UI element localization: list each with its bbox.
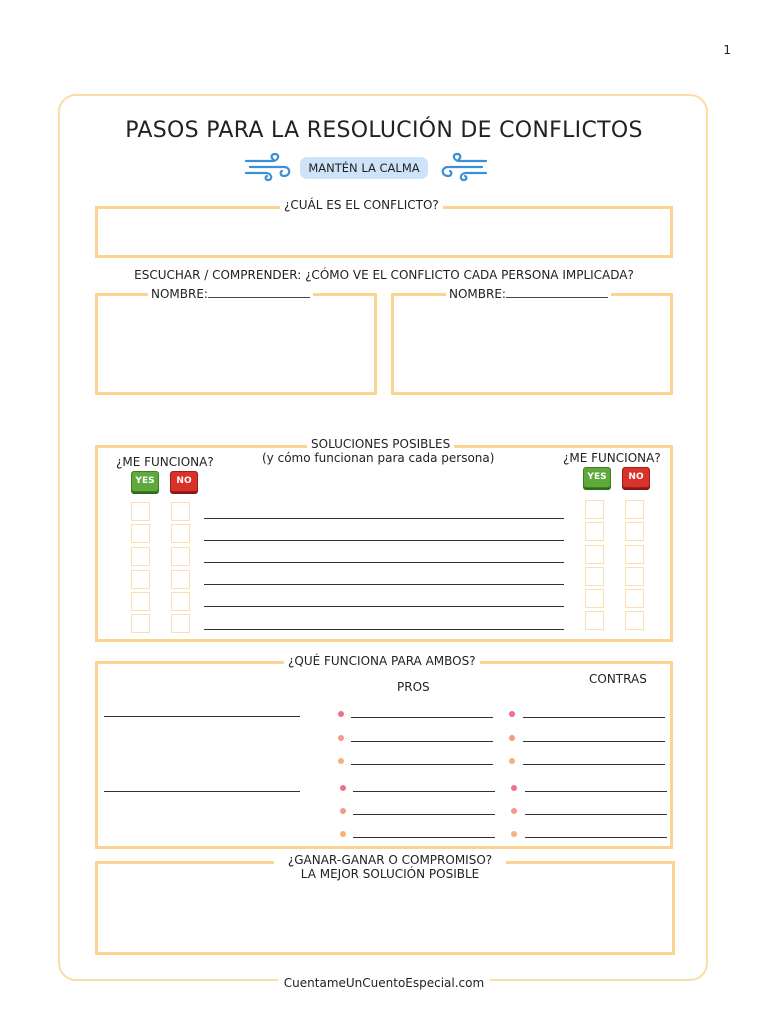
checkbox-no-right[interactable] <box>625 500 644 519</box>
bullet-icon <box>338 711 344 717</box>
bullet-icon <box>509 758 515 764</box>
works-for-me-right: ¿ME FUNCIONA? <box>563 451 661 465</box>
checkbox-yes-left[interactable] <box>131 570 150 589</box>
checkbox-yes-right[interactable] <box>585 589 604 608</box>
win-win-label: ¿GANAR-GANAR O COMPROMISO? <box>287 853 493 867</box>
pro-line[interactable] <box>353 814 495 815</box>
checkbox-no-right[interactable] <box>625 611 644 630</box>
wind-icon <box>440 152 488 182</box>
person-1-box[interactable] <box>95 293 377 395</box>
checkbox-yes-right[interactable] <box>585 567 604 586</box>
con-line[interactable] <box>523 741 665 742</box>
checkbox-no-left[interactable] <box>171 592 190 611</box>
checkbox-no-right[interactable] <box>625 567 644 586</box>
yes-icon: YES <box>583 467 611 488</box>
checkbox-no-left[interactable] <box>171 547 190 566</box>
bullet-icon <box>338 758 344 764</box>
option-line[interactable] <box>104 791 300 792</box>
bullet-icon <box>340 785 346 791</box>
person-1-name-field[interactable] <box>148 286 313 301</box>
cons-heading: CONTRAS <box>589 672 647 686</box>
conflict-heading: ¿CUÁL ES EL CONFLICTO? <box>280 198 443 212</box>
checkbox-yes-left[interactable] <box>131 547 150 566</box>
best-solution-label: LA MEJOR SOLUCIÓN POSIBLE <box>300 867 480 881</box>
both-heading: ¿QUÉ FUNCIONA PARA AMBOS? <box>284 654 480 668</box>
pros-heading: PROS <box>397 680 430 694</box>
checkbox-no-left[interactable] <box>171 570 190 589</box>
solution-line[interactable] <box>204 629 564 630</box>
checkbox-yes-right[interactable] <box>585 522 604 541</box>
checkbox-yes-right[interactable] <box>585 545 604 564</box>
bullet-icon <box>340 831 346 837</box>
listen-heading: ESCUCHAR / COMPRENDER: ¿CÓMO VE EL CONFLICTO CADA PERSONA IMPLICADA? <box>134 268 634 282</box>
con-line[interactable] <box>525 791 667 792</box>
name-blank <box>506 286 608 298</box>
bullet-icon <box>340 808 346 814</box>
bullet-icon <box>511 831 517 837</box>
footer-text: CuentameUnCuentoEspecial.com <box>278 976 490 990</box>
person-2-name-field[interactable] <box>446 286 611 301</box>
con-line[interactable] <box>523 717 665 718</box>
page-number: 1 <box>723 43 731 57</box>
worksheet-title: PASOS PARA LA RESOLUCIÓN DE CONFLICTOS <box>125 118 643 143</box>
person-2-box[interactable] <box>391 293 673 395</box>
conflict-box[interactable] <box>95 206 673 258</box>
con-line[interactable] <box>523 764 665 765</box>
pro-line[interactable] <box>353 791 495 792</box>
checkbox-yes-left[interactable] <box>131 592 150 611</box>
solutions-heading: SOLUCIONES POSIBLES <box>307 437 454 451</box>
bullet-icon <box>511 785 517 791</box>
best-solution-heading <box>274 853 506 881</box>
pro-line[interactable] <box>351 741 493 742</box>
checkbox-yes-right[interactable] <box>585 611 604 630</box>
pro-line[interactable] <box>353 837 495 838</box>
checkbox-yes-left[interactable] <box>131 614 150 633</box>
solution-line[interactable] <box>204 540 564 541</box>
no-icon: NO <box>170 471 198 492</box>
no-icon: NO <box>622 467 650 488</box>
both-box <box>95 661 673 849</box>
checkbox-yes-left[interactable] <box>131 524 150 543</box>
works-for-me-left: ¿ME FUNCIONA? <box>116 455 214 469</box>
name-blank <box>208 286 310 298</box>
checkbox-no-left[interactable] <box>171 614 190 633</box>
checkbox-yes-left[interactable] <box>131 502 150 521</box>
solution-line[interactable] <box>204 584 564 585</box>
name-label: NOMBRE: <box>449 287 506 301</box>
pro-line[interactable] <box>351 717 493 718</box>
yes-icon: YES <box>131 471 159 492</box>
option-line[interactable] <box>104 716 300 717</box>
bullet-icon <box>509 711 515 717</box>
bullet-icon <box>338 735 344 741</box>
con-line[interactable] <box>525 814 667 815</box>
solution-line[interactable] <box>204 606 564 607</box>
calm-badge: MANTÉN LA CALMA <box>300 157 428 179</box>
checkbox-no-right[interactable] <box>625 589 644 608</box>
bullet-icon <box>509 735 515 741</box>
checkbox-no-right[interactable] <box>625 545 644 564</box>
solutions-subheading: (y cómo funcionan para cada persona) <box>262 451 495 465</box>
solution-line[interactable] <box>204 518 564 519</box>
checkbox-no-left[interactable] <box>171 502 190 521</box>
footer-website <box>0 976 768 990</box>
checkbox-no-right[interactable] <box>625 522 644 541</box>
solution-line[interactable] <box>204 562 564 563</box>
checkbox-no-left[interactable] <box>171 524 190 543</box>
checkbox-yes-right[interactable] <box>585 500 604 519</box>
pro-line[interactable] <box>351 764 493 765</box>
wind-icon <box>244 152 292 182</box>
bullet-icon <box>511 808 517 814</box>
name-label: NOMBRE: <box>151 287 208 301</box>
con-line[interactable] <box>525 837 667 838</box>
